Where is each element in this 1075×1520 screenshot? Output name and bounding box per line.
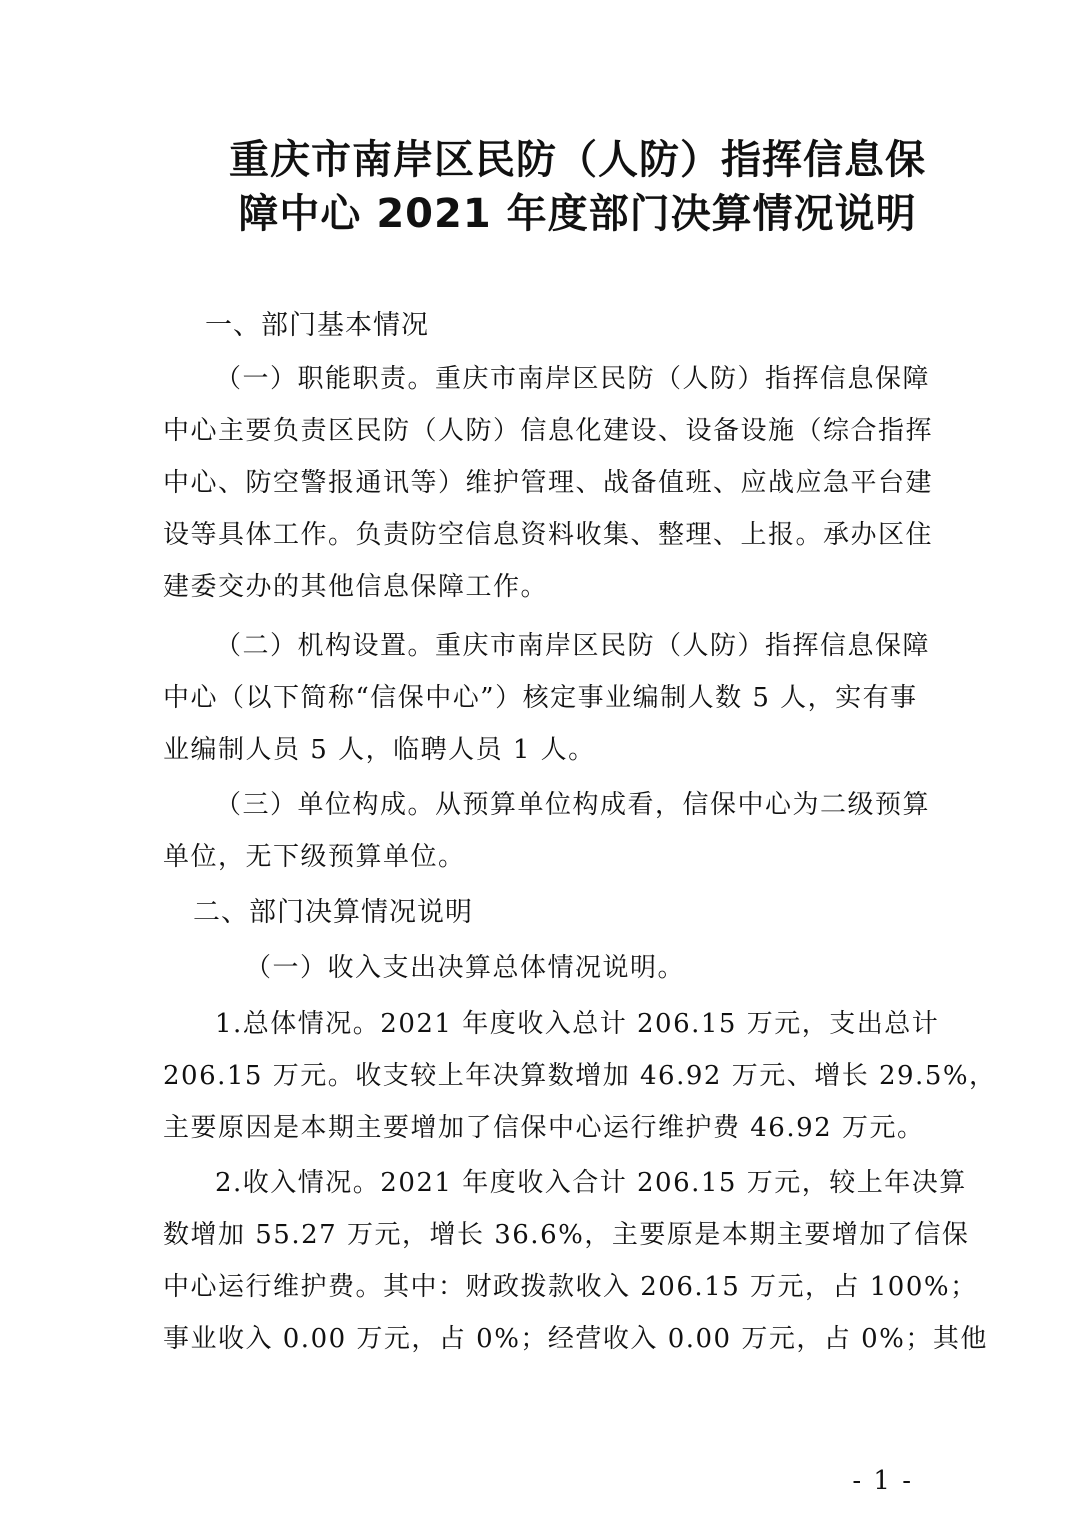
section-heading-basic-info: 一、部门基本情况: [205, 310, 429, 341]
text-line: 主要原因是本期主要增加了信保中心运行维护费 46.92 万元。: [163, 1113, 925, 1143]
document-title-line-2: 障中心 2021 年度部门决算情况说明: [238, 191, 917, 237]
text-line: 中心（以下简称“信保中心”）核定事业编制人数 5 人，实有事: [163, 683, 918, 713]
section-heading-final-accounts: 二、部门决算情况说明: [193, 897, 473, 928]
subheading-income-expense: [163, 942, 913, 994]
document-title-line-1: 重庆市南岸区民防（人防）指挥信息保: [229, 137, 926, 183]
text-line: 单位，无下级预算单位。: [163, 842, 466, 872]
paragraph-overall: [163, 998, 997, 1154]
text-line: 中心、防空警报通讯等）维护管理、战备值班、应战应急平台建: [163, 468, 934, 498]
text-line: （二）机构设置。重庆市南岸区民防（人防）指挥信息保障: [215, 631, 931, 661]
paragraph-composition: [163, 779, 931, 883]
text-line: 事业收入 0.00 万元，占 0%；经营收入 0.00 万元，占 0%；其他: [163, 1324, 988, 1354]
text-line: 业编制人员 5 人，临聘人员 1 人。: [163, 735, 596, 765]
text-line: 206.15 万元。收支较上年决算数增加 46.92 万元、增长 29.5%，: [163, 1061, 997, 1091]
paragraph-income: [163, 1157, 988, 1365]
page-number: - 1 -: [852, 1466, 913, 1496]
paragraph-organization: [163, 620, 931, 776]
text-line: （三）单位构成。从预算单位构成看，信保中心为二级预算: [215, 790, 931, 820]
text-line: 中心运行维护费。其中：财政拨款收入 206.15 万元，占 100%；: [163, 1272, 978, 1302]
text-line: （一）收入支出决算总体情况说明。: [245, 953, 686, 983]
text-line: 中心主要负责区民防（人防）信息化建设、设备设施（综合指挥: [163, 416, 934, 446]
text-line: 1.总体情况。2021 年度收入总计 206.15 万元，支出总计: [215, 1009, 940, 1039]
text-line: 数增加 55.27 万元，增长 36.6%，主要原是本期主要增加了信保: [163, 1220, 970, 1250]
paragraph-functions: [163, 353, 934, 613]
text-line: （一）职能职责。重庆市南岸区民防（人防）指挥信息保障: [215, 364, 931, 394]
text-line: 建委交办的其他信息保障工作。: [163, 572, 549, 602]
text-line: 2.收入情况。2021 年度收入合计 206.15 万元，较上年决算: [215, 1168, 967, 1198]
text-line: 设等具体工作。负责防空信息资料收集、整理、上报。承办区住: [163, 520, 934, 550]
